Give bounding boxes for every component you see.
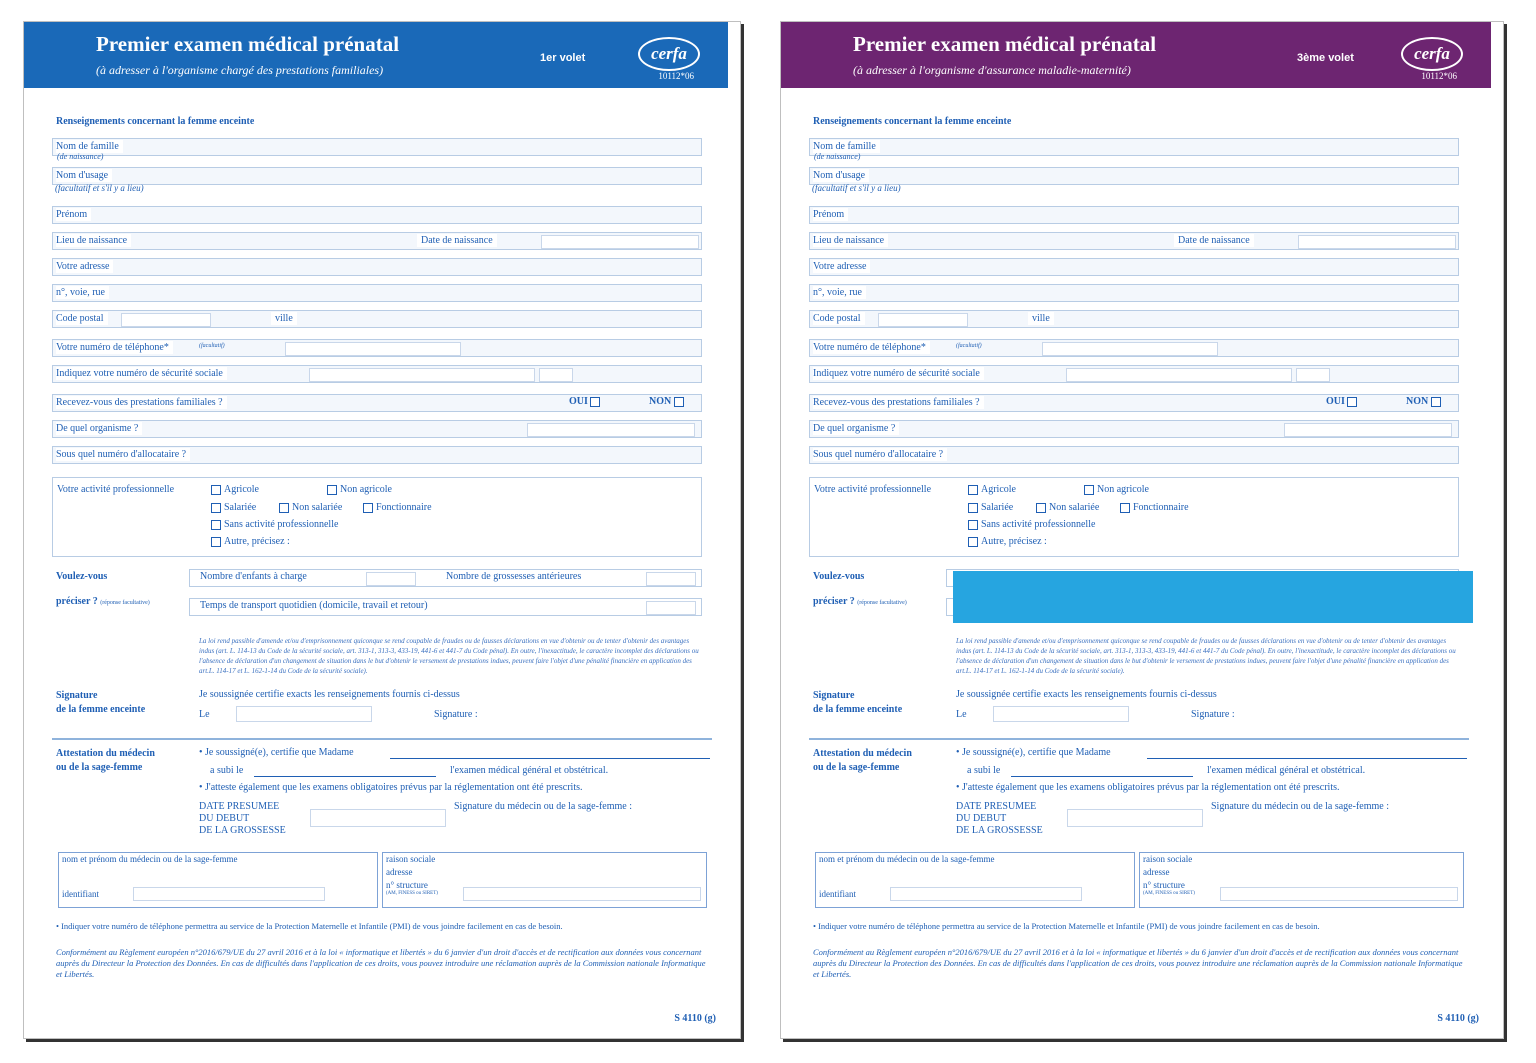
- autre-checkbox[interactable]: [968, 537, 978, 547]
- telephone-field[interactable]: [52, 339, 702, 357]
- adresse-structure-label: adresse: [386, 867, 413, 877]
- sig-medecin-label: Signature du médecin ou de la sage-femme :: [454, 801, 632, 812]
- medecin-box: [815, 852, 1135, 908]
- code-postal-label: Code postal: [813, 312, 865, 325]
- prestations-label: Recevez-vous des prestations familiales ?: [56, 396, 227, 409]
- structure-box: [1139, 852, 1464, 908]
- adresse-structure-label: adresse: [1143, 867, 1170, 877]
- examen-text: l'examen médical général et obstétrical.: [450, 765, 609, 776]
- law-notice: La loi rend passible d'amende et/ou d'emprisonnement quiconque se rend coupable de fraudes ou de fausses déclarations en vue d'obtenir ou de tenter d'obtenir des avantages indus (art. L. 114-13 du Code de la sécurité sociale, art. 313-1, 313-3, 433-19, 441-6 et 441-7 du Code pénal). En outre, l'inexactitude, le caractère incomplet des déclarations ou l'absence de déclaration d'un changement de situation dans le but d'obtenir le versement de prestations indues, peuvent faire l'objet d'une pénalité financière en application des art.L. 114-17 et L. 162-1-14 du Code de la sécurité sociale).: [956, 637, 1456, 675]
- nom-famille-label: Nom de famille: [813, 140, 880, 153]
- activite-label: Votre activité professionnelle: [814, 484, 932, 495]
- option-non-salariee[interactable]: Non salariée: [1036, 502, 1099, 513]
- secu-label: Indiquez votre numéro de sécurité sociale: [56, 367, 227, 380]
- transport-row: [189, 598, 702, 616]
- structure-sub: (AM, FINESS ou SIRET): [386, 891, 438, 896]
- volet-label: 1er volet: [540, 52, 586, 64]
- nom-usage-sub: (facultatif et s'il y a lieu): [55, 183, 144, 193]
- transport-input[interactable]: [646, 601, 696, 615]
- adresse-label: Votre adresse: [56, 260, 113, 273]
- allocataire-label: Sous quel numéro d'allocataire ?: [56, 448, 190, 461]
- organisme-label: De quel organisme ?: [56, 422, 142, 435]
- enfants-grossesses-row: [189, 569, 702, 587]
- madame-line[interactable]: [390, 758, 710, 759]
- prestations-field: [809, 394, 1459, 412]
- secu-field[interactable]: [52, 365, 702, 383]
- preciser-label: préciser ? (réponse facultative): [813, 596, 907, 607]
- nom-famille-sub: (de naissance): [814, 152, 861, 161]
- le-label: Le: [199, 709, 210, 720]
- structure-label: n° structure: [1143, 880, 1185, 890]
- rgpd-notice: Conformément au Règlement européen n°2016/679/UE du 27 avril 2016 et à la loi « informatique et libertés » du 6 janvier d'un droit d'accès et de rectification aux données vous concernant auprès du Directeur la Protection des Données. En cas de difficultés dans l'application de ces droits, vous pouvez introduire une réclamation auprès de la Commission nationale Informatique et Libertés.: [56, 947, 706, 979]
- non-option[interactable]: NON: [649, 396, 687, 407]
- salariee-checkbox[interactable]: [968, 503, 978, 513]
- nom-usage-field[interactable]: [52, 167, 702, 185]
- organisme-input[interactable]: [527, 423, 695, 437]
- madame-line[interactable]: [1147, 758, 1467, 759]
- telephone-input[interactable]: [1042, 342, 1218, 356]
- ville-label: ville: [1028, 312, 1054, 325]
- non-option[interactable]: NON: [1406, 396, 1444, 407]
- preciser-label: préciser ? (réponse facultative): [56, 596, 150, 607]
- secu-input[interactable]: [1066, 368, 1292, 382]
- grossesses-label: Nombre de grossesses antérieures: [446, 571, 582, 582]
- voie-label: n°, voie, rue: [813, 286, 866, 299]
- organisme-field[interactable]: [52, 420, 702, 438]
- option-salariee[interactable]: Salariée: [211, 502, 256, 513]
- date-naissance-label: Date de naissance: [1174, 234, 1254, 247]
- signature-heading: Signature de la femme enceinte: [56, 690, 146, 715]
- agricole-checkbox[interactable]: [968, 485, 978, 495]
- telephone-label: Votre numéro de téléphone*: [56, 341, 173, 354]
- section-divider: [809, 738, 1469, 740]
- lieu-naissance-field[interactable]: [52, 232, 702, 250]
- adresse-label: Votre adresse: [813, 260, 870, 273]
- voie-label: n°, voie, rue: [56, 286, 109, 299]
- non-salariee-checkbox[interactable]: [279, 503, 289, 513]
- identifiant-label: identifiant: [819, 889, 856, 899]
- option-fonctionnaire[interactable]: Fonctionnaire: [363, 502, 432, 513]
- form-subtitle: (à adresser à l'organisme d'assurance maladie-maternité): [853, 63, 1131, 77]
- nom-medecin-label: nom et prénom du médecin ou de la sage-femme: [62, 854, 238, 864]
- prenom-label: Prénom: [56, 208, 91, 221]
- attestation-heading: Attestation du médecin ou de la sage-femme: [56, 748, 155, 773]
- date-presumee-label: DATE PRESUMEE DU DEBUT DE LA GROSSESSE: [199, 801, 286, 836]
- non-agricole-checkbox[interactable]: [1084, 485, 1094, 495]
- subi-line[interactable]: [254, 776, 436, 777]
- form-reference: S 4110 (g): [1437, 1013, 1479, 1024]
- sans-activite-checkbox[interactable]: [968, 520, 978, 530]
- nom-usage-label: Nom d'usage: [813, 169, 869, 182]
- code-postal-field[interactable]: [809, 310, 1459, 328]
- secu-label: Indiquez votre numéro de sécurité sociale: [813, 367, 984, 380]
- cerfa-logo: cerfa: [1401, 37, 1463, 71]
- activite-label: Votre activité professionnelle: [57, 484, 175, 495]
- cerfa-logo: cerfa: [638, 37, 700, 71]
- nom-famille-sub: (de naissance): [57, 152, 104, 161]
- date-naissance-input[interactable]: [1298, 235, 1456, 249]
- grossesses-input[interactable]: [646, 572, 696, 586]
- form-header: [24, 22, 728, 88]
- fonctionnaire-checkbox[interactable]: [363, 503, 373, 513]
- prenom-label: Prénom: [813, 208, 848, 221]
- lieu-naissance-label: Lieu de naissance: [56, 234, 131, 247]
- allocataire-label: Sous quel numéro d'allocataire ?: [813, 448, 947, 461]
- voie-field[interactable]: [809, 284, 1459, 302]
- volet-label: 3ème volet: [1297, 52, 1354, 64]
- section-divider: [52, 738, 712, 740]
- adresse-field[interactable]: [809, 258, 1459, 276]
- ville-label: ville: [271, 312, 297, 325]
- le-label: Le: [956, 709, 967, 720]
- enfants-input[interactable]: [366, 572, 416, 586]
- identifiant-input[interactable]: [133, 887, 325, 901]
- form-page-1: [23, 21, 741, 1039]
- allocataire-field[interactable]: [52, 446, 702, 464]
- form-title: Premier examen médical prénatal: [853, 32, 1157, 56]
- telephone-sub: (facultatif): [199, 343, 225, 349]
- nom-usage-label: Nom d'usage: [56, 169, 112, 182]
- section-title: Renseignements concernant la femme enceinte: [56, 116, 255, 127]
- code-postal-label: Code postal: [56, 312, 108, 325]
- prestations-field: [52, 394, 702, 412]
- nom-medecin-label: nom et prénom du médecin ou de la sage-femme: [819, 854, 995, 864]
- examen-text: l'examen médical général et obstétrical.: [1207, 765, 1366, 776]
- voulez-vous-label: Voulez-vous: [813, 571, 865, 582]
- atteste-text: • J'atteste également que les examens obligatoires prévus par la réglementation ont été prescrits.: [199, 782, 583, 793]
- cerfa-code: 10112*06: [658, 71, 694, 81]
- lieu-naissance-label: Lieu de naissance: [813, 234, 888, 247]
- organisme-label: De quel organisme ?: [813, 422, 899, 435]
- rgpd-notice: Conformément au Règlement européen n°2016/679/UE du 27 avril 2016 et à la loi « informatique et libertés » du 6 janvier d'un droit d'accès et de rectification aux données vous concernant auprès du Directeur la Protection des Données. En cas de difficultés dans l'application de ces droits, vous pouvez introduire une réclamation auprès de la Commission nationale Informatique et Libertés.: [813, 947, 1463, 979]
- date-presumee-input[interactable]: [310, 809, 446, 827]
- option-sans-activite[interactable]: Sans activité professionnelle: [968, 519, 1095, 530]
- preciser-sub: (réponse facultative): [100, 600, 150, 606]
- nom-famille-label: Nom de famille: [56, 140, 123, 153]
- non-checkbox[interactable]: [674, 397, 684, 407]
- signature-label: Signature :: [1191, 709, 1235, 720]
- section-title: Renseignements concernant la femme enceinte: [813, 116, 1012, 127]
- nom-usage-field[interactable]: [809, 167, 1459, 185]
- secu-key-input[interactable]: [1296, 368, 1330, 382]
- form-header: [781, 22, 1491, 88]
- form-page-2: [780, 21, 1504, 1039]
- enfants-label: Nombre d'enfants à charge: [200, 571, 307, 582]
- pmi-note: • Indiquer votre numéro de téléphone permettra au service de la Protection Maternelle et Infantile (PMI) de vous joindre facilement en cas de besoin.: [813, 921, 1320, 931]
- code-postal-input[interactable]: [121, 313, 211, 327]
- telephone-input[interactable]: [285, 342, 461, 356]
- prestations-label: Recevez-vous des prestations familiales ?: [813, 396, 984, 409]
- subi-text: a subi le: [210, 765, 244, 776]
- nom-famille-field[interactable]: [52, 138, 702, 156]
- identifiant-input[interactable]: [890, 887, 1082, 901]
- subi-text: a subi le: [967, 765, 1001, 776]
- raison-label: raison sociale: [1143, 854, 1193, 864]
- non-salariee-checkbox[interactable]: [1036, 503, 1046, 513]
- allocataire-field[interactable]: [809, 446, 1459, 464]
- attestation-heading: Attestation du médecin ou de la sage-femme: [813, 748, 912, 773]
- sig-medecin-label: Signature du médecin ou de la sage-femme :: [1211, 801, 1389, 812]
- subi-line[interactable]: [1011, 776, 1193, 777]
- option-autre[interactable]: Autre, précisez :: [211, 536, 290, 547]
- signature-label: Signature :: [434, 709, 478, 720]
- structure-label: n° structure: [386, 880, 428, 890]
- prenom-field[interactable]: [52, 206, 702, 224]
- non-agricole-checkbox[interactable]: [327, 485, 337, 495]
- secu-key-input[interactable]: [539, 368, 573, 382]
- option-salariee[interactable]: Salariée: [968, 502, 1013, 513]
- salariee-checkbox[interactable]: [211, 503, 221, 513]
- option-non-salariee[interactable]: Non salariée: [279, 502, 342, 513]
- highlight-overlay: [953, 571, 1473, 623]
- option-sans-activite[interactable]: Sans activité professionnelle: [211, 519, 338, 530]
- date-naissance-input[interactable]: [541, 235, 699, 249]
- madame-text: • Je soussigné(e), certifie que Madame: [199, 747, 354, 758]
- date-presumee-input[interactable]: [1067, 809, 1203, 827]
- oui-checkbox[interactable]: [590, 397, 600, 407]
- code-postal-input[interactable]: [878, 313, 968, 327]
- date-signature-input[interactable]: [993, 706, 1129, 722]
- non-checkbox[interactable]: [1431, 397, 1441, 407]
- option-agricole[interactable]: Agricole: [968, 484, 1016, 495]
- structure-box: [382, 852, 707, 908]
- structure-input[interactable]: [1220, 887, 1458, 901]
- voulez-vous-label: Voulez-vous: [56, 571, 108, 582]
- telephone-sub: (facultatif): [956, 343, 982, 349]
- nom-usage-sub: (facultatif et s'il y a lieu): [812, 183, 901, 193]
- structure-sub: (AM, FINESS ou SIRET): [1143, 891, 1195, 896]
- oui-option[interactable]: OUI: [569, 396, 603, 407]
- sans-activite-checkbox[interactable]: [211, 520, 221, 530]
- option-fonctionnaire[interactable]: Fonctionnaire: [1120, 502, 1189, 513]
- autre-checkbox[interactable]: [211, 537, 221, 547]
- nom-famille-field[interactable]: [809, 138, 1459, 156]
- structure-input[interactable]: [463, 887, 701, 901]
- option-agricole[interactable]: Agricole: [211, 484, 259, 495]
- option-non-agricole[interactable]: Non agricole: [1084, 484, 1149, 495]
- secu-field[interactable]: [809, 365, 1459, 383]
- date-naissance-label: Date de naissance: [417, 234, 497, 247]
- oui-checkbox[interactable]: [1347, 397, 1357, 407]
- certifie-text: Je soussignée certifie exacts les renseignements fournis ci-dessus: [956, 689, 1217, 700]
- fonctionnaire-checkbox[interactable]: [1120, 503, 1130, 513]
- form-subtitle: (à adresser à l'organisme chargé des prestations familiales): [96, 63, 384, 77]
- code-postal-field[interactable]: [52, 310, 702, 328]
- activite-group: [52, 477, 702, 557]
- option-non-agricole[interactable]: Non agricole: [327, 484, 392, 495]
- voie-field[interactable]: [52, 284, 702, 302]
- adresse-field[interactable]: [52, 258, 702, 276]
- agricole-checkbox[interactable]: [211, 485, 221, 495]
- secu-input[interactable]: [309, 368, 535, 382]
- form-title: Premier examen médical prénatal: [96, 32, 400, 56]
- law-notice: La loi rend passible d'amende et/ou d'emprisonnement quiconque se rend coupable de fraudes ou de fausses déclarations en vue d'obtenir ou de tenter d'obtenir des avantages indus (art. L. 114-13 du Code de la sécurité sociale, art. 313-1, 313-3, 433-19, 441-6 et 441-7 du Code pénal). En outre, l'inexactitude, le caractère incomplet des déclarations ou l'absence de déclaration d'un changement de situation dans le but d'obtenir le versement de prestations indues, peuvent faire l'objet d'une pénalité financière en application des art.L. 114-17 et L. 162-1-14 du Code de la sécurité sociale).: [199, 637, 699, 675]
- preciser-sub: (réponse facultative): [857, 600, 907, 606]
- oui-option[interactable]: OUI: [1326, 396, 1360, 407]
- medecin-box: [58, 852, 378, 908]
- organisme-field[interactable]: [809, 420, 1459, 438]
- identifiant-label: identifiant: [62, 889, 99, 899]
- date-signature-input[interactable]: [236, 706, 372, 722]
- activite-group: [809, 477, 1459, 557]
- pmi-note: • Indiquer votre numéro de téléphone permettra au service de la Protection Maternelle et Infantile (PMI) de vous joindre facilement en cas de besoin.: [56, 921, 563, 931]
- cerfa-code: 10112*06: [1421, 71, 1457, 81]
- madame-text: • Je soussigné(e), certifie que Madame: [956, 747, 1111, 758]
- telephone-field[interactable]: [809, 339, 1459, 357]
- organisme-input[interactable]: [1284, 423, 1452, 437]
- lieu-naissance-field[interactable]: [809, 232, 1459, 250]
- telephone-label: Votre numéro de téléphone*: [813, 341, 930, 354]
- prenom-field[interactable]: [809, 206, 1459, 224]
- date-presumee-label: DATE PRESUMEE DU DEBUT DE LA GROSSESSE: [956, 801, 1043, 836]
- transport-label: Temps de transport quotidien (domicile, travail et retour): [200, 600, 428, 611]
- atteste-text: • J'atteste également que les examens obligatoires prévus par la réglementation ont été prescrits.: [956, 782, 1340, 793]
- form-reference: S 4110 (g): [674, 1013, 716, 1024]
- option-autre[interactable]: Autre, précisez :: [968, 536, 1047, 547]
- raison-label: raison sociale: [386, 854, 436, 864]
- certifie-text: Je soussignée certifie exacts les renseignements fournis ci-dessus: [199, 689, 460, 700]
- signature-heading: Signature de la femme enceinte: [813, 690, 903, 715]
